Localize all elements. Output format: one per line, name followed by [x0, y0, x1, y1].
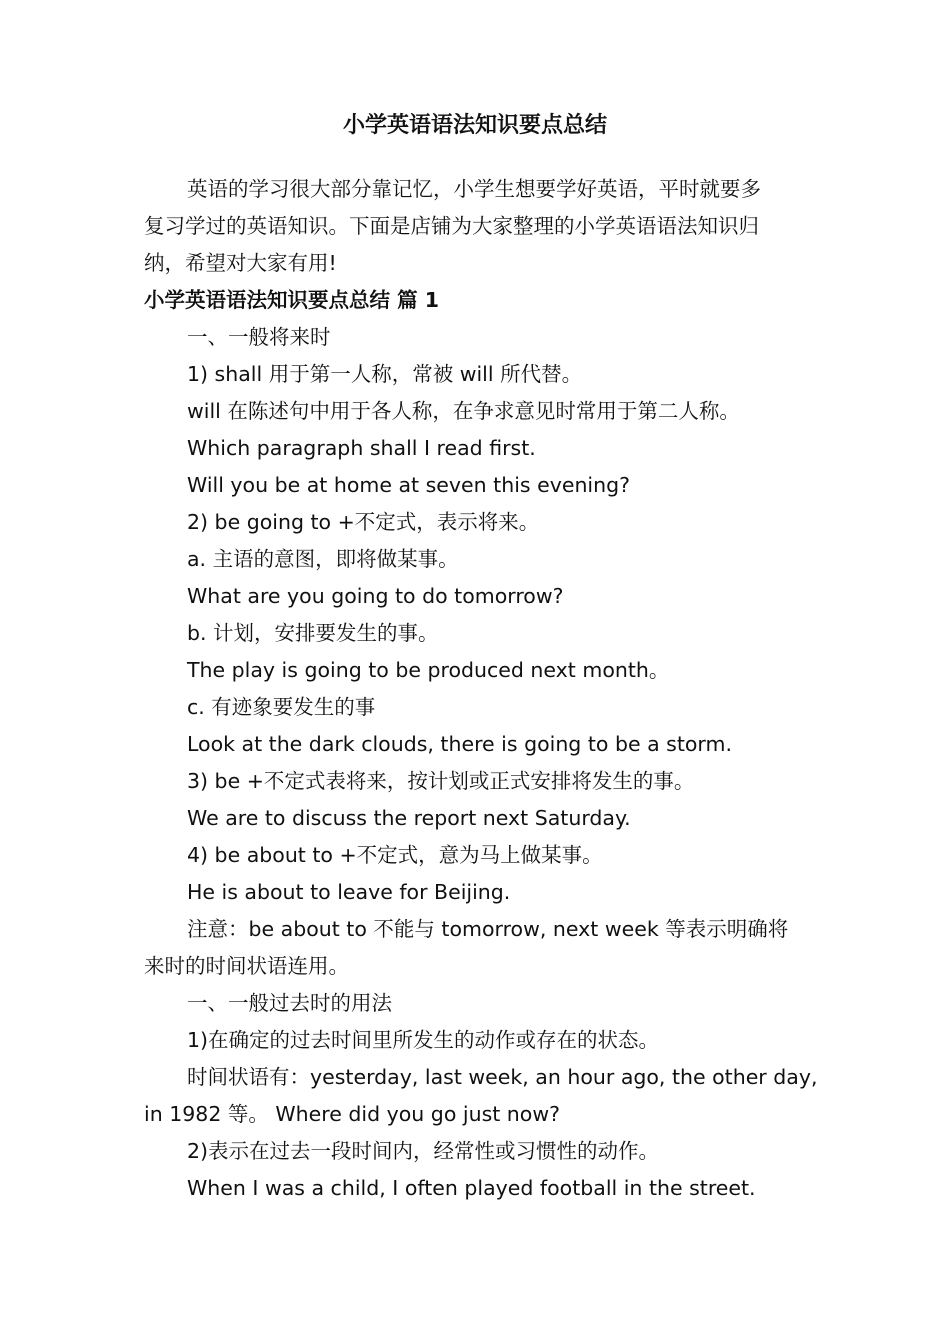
body-line: 3) be +不定式表将来，按计划或正式安排将发生的事。: [187, 769, 695, 793]
intro-line-1: 英语的学习很大部分靠记忆，小学生想要学好英语，平时就要多: [187, 177, 761, 201]
intro-line-2: 复习学过的英语知识。下面是店铺为大家整理的小学英语语法知识归: [144, 214, 759, 238]
document-body: [144, 171, 818, 1207]
note-line-2: 来时的时间状语连用。: [144, 954, 349, 978]
body-line: He is about to leave for Beijing.: [187, 880, 511, 904]
note-line-1: 注意：be about to 不能与 tomorrow, next week 等表示明确将: [187, 917, 789, 941]
body-line: What are you going to do tomorrow?: [187, 584, 564, 608]
body-line: 2)表示在过去一段时间内，经常性或习惯性的动作。: [187, 1139, 660, 1163]
body-line: 1) shall 用于第一人称，常被 will 所代替。: [187, 362, 583, 386]
intro-line-3: 纳，希望对大家有用!: [144, 251, 337, 275]
body-line: 2) be going to +不定式，表示将来。: [187, 510, 540, 534]
body-line: We are to discuss the report next Saturday.: [187, 806, 631, 830]
body-line: c. 有迹象要发生的事: [187, 695, 376, 719]
body-line: 1)在确定的过去时间里所发生的动作或存在的状态。: [187, 1028, 660, 1052]
body-line: a. 主语的意图，即将做某事。: [187, 547, 459, 571]
body-line: will 在陈述句中用于各人称，在争求意见时常用于第二人称。: [187, 399, 740, 423]
body-line: 一、一般将来时: [187, 325, 331, 349]
body-line: 一、一般过去时的用法: [187, 991, 392, 1015]
body-line: 4) be about to +不定式，意为马上做某事。: [187, 843, 603, 867]
body-line: Will you be at home at seven this evening?: [187, 473, 631, 497]
body-line: When I was a child, I often played football in the street.: [187, 1176, 756, 1200]
body-line: b. 计划，安排要发生的事。: [187, 621, 439, 645]
section-heading: 小学英语语法知识要点总结 篇 1: [144, 288, 440, 312]
document-title: 小学英语语法知识要点总结: [342, 113, 607, 138]
body-line: Which paragraph shall I read first.: [187, 436, 536, 460]
body-line: Look at the dark clouds, there is going to be a storm.: [187, 732, 732, 756]
body-line: The play is going to be produced next month。: [187, 658, 670, 682]
time-adverbial-line-2: in 1982 等。 Where did you go just now?: [144, 1102, 560, 1126]
time-adverbial-line-1: 时间状语有：yesterday, last week, an hour ago, the other day,: [187, 1065, 818, 1089]
